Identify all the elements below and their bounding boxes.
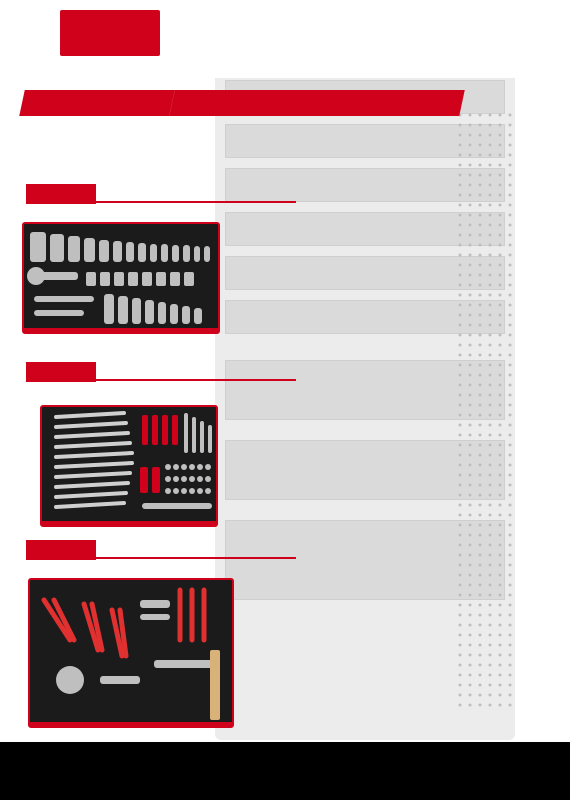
drawer-2-tools-graphic xyxy=(42,407,218,527)
drawer-3-tools-graphic xyxy=(30,580,234,728)
section-3-code xyxy=(26,540,96,560)
jtc-logo[interactable] xyxy=(60,10,160,70)
section-2-code xyxy=(26,362,96,382)
product-title-bar xyxy=(22,90,462,116)
section-3-header xyxy=(26,540,326,560)
drawer-1-tools-graphic xyxy=(24,224,220,334)
drawer-1-tray-image xyxy=(22,222,220,334)
drawer-2-tray-image xyxy=(40,405,218,527)
section-2-header xyxy=(26,362,326,382)
drawer-3-tray-image xyxy=(28,578,234,728)
section-1-header xyxy=(26,184,326,204)
footer xyxy=(0,742,570,800)
category-icons xyxy=(215,16,515,54)
background-pegboard xyxy=(455,110,513,710)
section-1-code xyxy=(26,184,96,204)
header xyxy=(0,0,570,78)
